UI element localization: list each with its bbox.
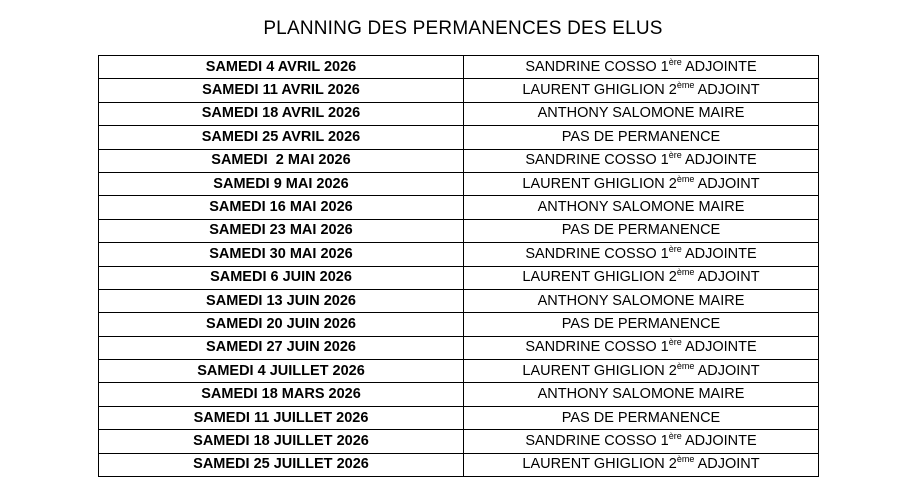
elected-official-cell	[464, 406, 819, 429]
elected-official-cell	[464, 453, 819, 476]
date-cell: SAMEDI 25 JUILLET 2026	[99, 453, 464, 476]
table-row	[99, 243, 819, 266]
table-row	[99, 289, 819, 312]
table-row	[99, 79, 819, 102]
official-name: PAS DE PERMANENCE	[561, 222, 721, 239]
official-role: ADJOINTE	[681, 339, 757, 356]
elected-official-cell	[464, 266, 819, 289]
official-name: LAURENT GHIGLION 2	[522, 362, 677, 379]
ordinal-suffix: ème	[676, 454, 695, 465]
date-cell: SAMEDI 23 MAI 2026	[99, 219, 464, 242]
official-role: ADJOINT	[694, 82, 760, 99]
elected-official-cell	[464, 383, 819, 406]
ordinal-suffix: ère	[668, 430, 682, 441]
official-role: ADJOINT	[694, 456, 760, 473]
page-title: PLANNING DES PERMANENCES DES ELUS	[263, 18, 663, 39]
date-cell: SAMEDI 11 AVRIL 2026	[99, 79, 464, 102]
ordinal-suffix: ème	[676, 360, 695, 371]
official-name: LAURENT GHIGLION 2	[522, 175, 677, 192]
date-cell: SAMEDI 27 JUIN 2026	[99, 336, 464, 359]
official-name: PAS DE PERMANENCE	[561, 128, 721, 145]
elected-official-cell	[464, 126, 819, 149]
table-row	[99, 172, 819, 195]
official-role: ADJOINTE	[681, 152, 757, 169]
table-row	[99, 360, 819, 383]
official-role: ADJOINT	[694, 362, 760, 379]
official-role: ADJOINTE	[681, 58, 757, 75]
date-cell: SAMEDI 13 JUIN 2026	[99, 289, 464, 312]
table-row	[99, 266, 819, 289]
official-name: SANDRINE COSSO 1	[525, 432, 669, 449]
elected-official-cell	[464, 360, 819, 383]
official-name: LAURENT GHIGLION 2	[522, 82, 677, 99]
elected-official-cell	[464, 196, 819, 219]
table-row	[99, 126, 819, 149]
date-cell: SAMEDI 30 MAI 2026	[99, 243, 464, 266]
permanence-schedule-table	[98, 55, 819, 477]
elected-official-cell	[464, 79, 819, 102]
date-cell: SAMEDI 2 MAI 2026	[99, 149, 464, 172]
official-role: ADJOINT	[694, 269, 760, 286]
table-row	[99, 313, 819, 336]
date-cell: SAMEDI 16 MAI 2026	[99, 196, 464, 219]
elected-official-cell	[464, 289, 819, 312]
ordinal-suffix: ème	[676, 267, 695, 278]
ordinal-suffix: ère	[668, 150, 682, 161]
official-name: ANTHONY SALOMONE MAIRE	[537, 386, 745, 403]
official-name: PAS DE PERMANENCE	[561, 315, 721, 332]
table-row	[99, 149, 819, 172]
date-cell: SAMEDI 18 JUILLET 2026	[99, 430, 464, 453]
table-row	[99, 406, 819, 429]
table-row	[99, 102, 819, 125]
elected-official-cell	[464, 219, 819, 242]
ordinal-suffix: ère	[668, 337, 682, 348]
date-cell: SAMEDI 6 JUIN 2026	[99, 266, 464, 289]
ordinal-suffix: ère	[668, 243, 682, 254]
official-name: PAS DE PERMANENCE	[561, 409, 721, 426]
elected-official-cell	[464, 172, 819, 195]
date-cell: SAMEDI 9 MAI 2026	[99, 172, 464, 195]
official-name: LAURENT GHIGLION 2	[522, 269, 677, 286]
table-row	[99, 430, 819, 453]
ordinal-suffix: ème	[676, 173, 695, 184]
official-name: ANTHONY SALOMONE MAIRE	[537, 199, 745, 216]
official-name: SANDRINE COSSO 1	[525, 245, 669, 262]
elected-official-cell	[464, 56, 819, 79]
official-name: ANTHONY SALOMONE MAIRE	[537, 292, 745, 309]
official-role: ADJOINTE	[681, 245, 757, 262]
date-cell: SAMEDI 4 AVRIL 2026	[99, 56, 464, 79]
date-cell: SAMEDI 4 JUILLET 2026	[99, 360, 464, 383]
official-name: SANDRINE COSSO 1	[525, 339, 669, 356]
official-name: LAURENT GHIGLION 2	[522, 456, 677, 473]
elected-official-cell	[464, 149, 819, 172]
official-name: SANDRINE COSSO 1	[525, 58, 669, 75]
date-cell: SAMEDI 11 JUILLET 2026	[99, 406, 464, 429]
schedule-body	[99, 56, 819, 477]
ordinal-suffix: ère	[668, 56, 682, 67]
elected-official-cell	[464, 243, 819, 266]
table-row	[99, 219, 819, 242]
official-name: ANTHONY SALOMONE MAIRE	[537, 105, 745, 122]
elected-official-cell	[464, 102, 819, 125]
date-cell: SAMEDI 25 AVRIL 2026	[99, 126, 464, 149]
official-role: ADJOINTE	[681, 432, 757, 449]
date-cell: SAMEDI 20 JUIN 2026	[99, 313, 464, 336]
date-cell: SAMEDI 18 AVRIL 2026	[99, 102, 464, 125]
table-row	[99, 336, 819, 359]
official-name: SANDRINE COSSO 1	[525, 152, 669, 169]
table-row	[99, 196, 819, 219]
table-row	[99, 453, 819, 476]
elected-official-cell	[464, 336, 819, 359]
table-row	[99, 56, 819, 79]
elected-official-cell	[464, 313, 819, 336]
date-cell: SAMEDI 18 MARS 2026	[99, 383, 464, 406]
elected-official-cell	[464, 430, 819, 453]
ordinal-suffix: ème	[676, 80, 695, 91]
official-role: ADJOINT	[694, 175, 760, 192]
table-row	[99, 383, 819, 406]
